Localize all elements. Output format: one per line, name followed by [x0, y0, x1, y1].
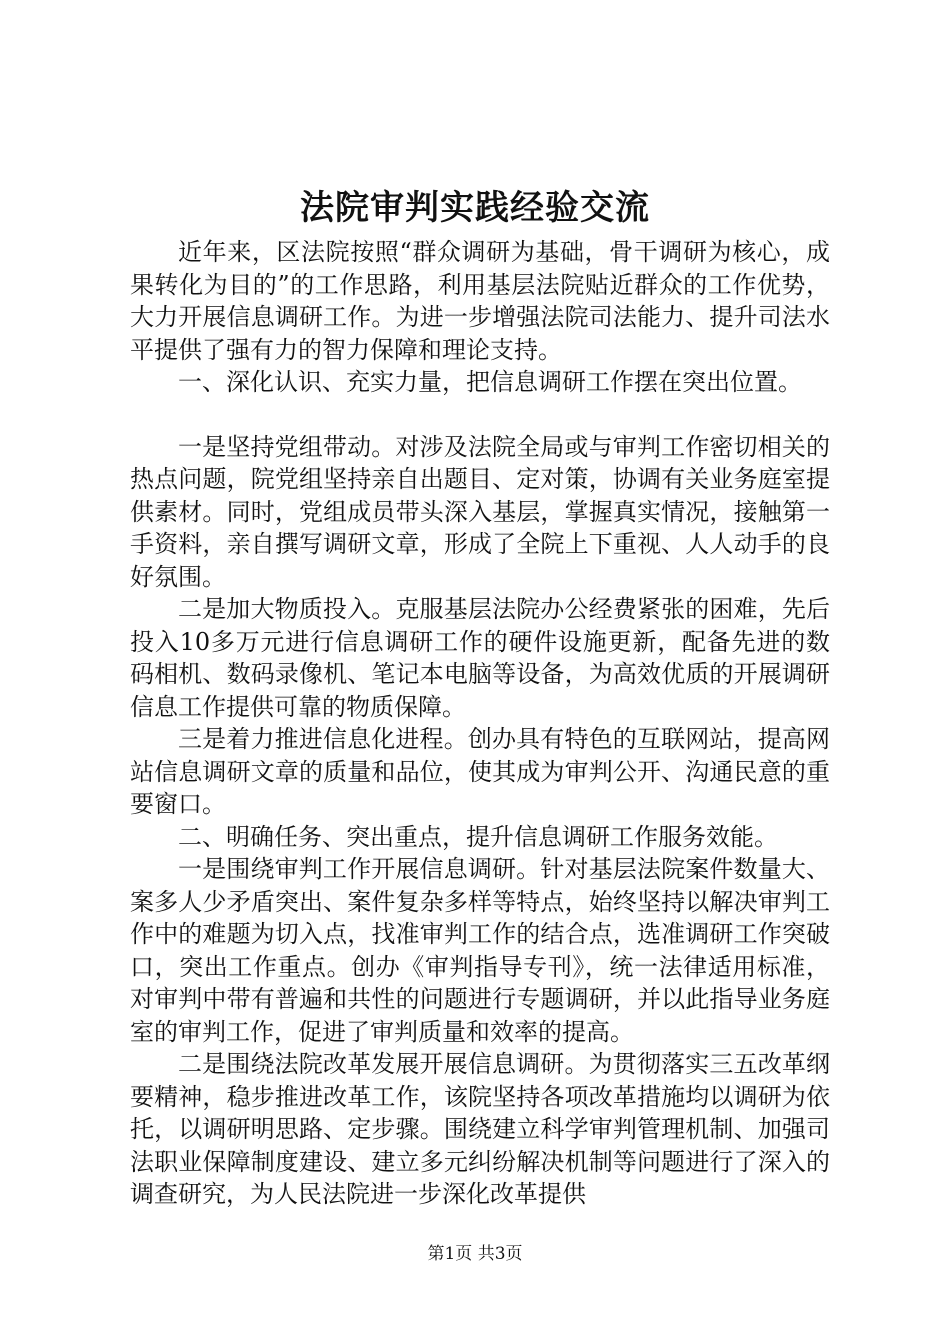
section-heading-2: 二、明确任务、突出重点，提升信息调研工作服务效能。 — [178, 822, 778, 851]
paragraph-informatization: 三是着力推进信息化进程。创办具有特色的互联网站，提高网站信息调研文章的质量和品位，使其成为审判公开、沟通民意的重要窗口。 — [130, 725, 830, 818]
paragraph-material-investment: 二是加大物质投入。克服基层法院办公经费紧张的困难，先后投入10多万元进行信息调研工作的硬件设施更新，配备先进的数码相机、数码录像机、笔记本电脑等设备，为高效优质的开展调研信息工作提供可靠的物质保障。 — [130, 595, 830, 721]
paragraph-trial-research: 一是围绕审判工作开展信息调研。针对基层法院案件数量大、案多人少矛盾突出、案件复杂多样等特点，始终坚持以解决审判工作中的难题为切入点，找准审判工作的结合点，选准调研工作突破口，突出工作重点。创办《审判指导专刊》，统一法律适用标准，对审判中带有普遍和共性的问题进行专题调研，并以此指导业务庭室的审判工作，促进了审判质量和效率的提高。 — [130, 855, 830, 1046]
paragraph-party-leadership: 一是坚持党组带动。对涉及法院全局或与审判工作密切相关的热点问题，院党组坚持亲自出题目、定对策，协调有关业务庭室提供素材。同时，党组成员带头深入基层，掌握真实情况，接触第一手资料，亲自撰写调研文章，形成了全院上下重视、人人动手的良好氛围。 — [130, 432, 830, 591]
page-footer: 第1页 共3页 — [427, 1244, 523, 1264]
paragraph-reform-research: 二是围绕法院改革发展开展信息调研。为贯彻落实三五改革纲要精神，稳步推进改革工作，该院坚持各项改革措施均以调研为依托，以调研明思路、定步骤。围绕建立科学审判管理机制、加强司法职业保障制度建设、建立多元纠纷解决机制等问题进行了深入的调查研究，为人民法院进一步深化改革提供 — [130, 1050, 830, 1208]
section-heading-1: 一、深化认识、充实力量，把信息调研工作摆在突出位置。 — [178, 368, 802, 396]
document-title: 法院审判实践经验交流 — [300, 188, 650, 228]
paragraph-intro: 近年来，区法院按照“群众调研为基础，骨干调研为核心，成果转化为目的”的工作思路，利用基层法院贴近群众的工作优势，大力开展信息调研工作。为进一步增强法院司法能力、提升司法水平提供了强有力的智力保障和理论支持。 — [130, 238, 830, 364]
document-body — [130, 236, 830, 1211]
